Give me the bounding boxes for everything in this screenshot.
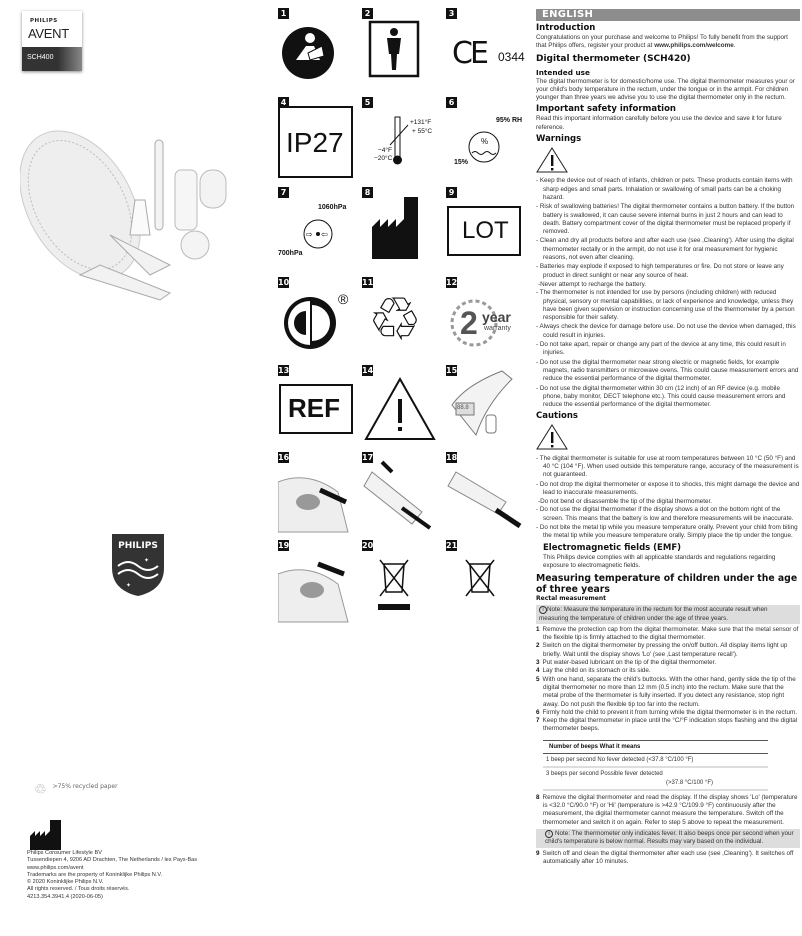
product-kit-image <box>20 115 250 315</box>
philips-avent-logo <box>22 11 82 71</box>
symbol-step-17 <box>362 452 444 536</box>
steps-list-3 <box>536 850 800 867</box>
heading-emf: Electromagnetic fields (EMF) <box>543 542 682 553</box>
table-row <box>543 754 768 768</box>
table-cell-extra: (>37.8 °C/100 °F) <box>666 779 713 786</box>
warning-item: - Do not use the digital thermometer near strong electric or magnetic fields, for example magnets, radio transmitters or microwave ovens. This could cause measurement errors and reduce the essential performance of the digital thermometer. <box>536 359 800 384</box>
step-item <box>536 642 800 659</box>
humidity-low: 15% <box>454 159 469 166</box>
heading-intended-use: Intended use <box>536 67 590 77</box>
warranty-word: warranty <box>484 325 511 332</box>
warning-item: - Do not take apart, repair or change any part of the device at any time, this could result in injuries. <box>536 341 800 358</box>
step-text: Put water-based lubricant on the tip of the digital thermometer. <box>542 659 717 667</box>
footer-line: © 2020 Koninklijke Philips N.V. <box>27 879 104 886</box>
caution-item: - Do not bite the metal tip while you measure temperature orally. Prevent your child from biting the metal tip while you measure temperature orally. Simply place the tip under the tongue. <box>536 524 800 541</box>
symbol-type-bf <box>362 8 444 92</box>
warning-item: - The thermometer is not intended for use by persons (including children) with reduced physical, sensory or mental capabilities, or lack of experience and knowledge, unless they have been given supervision or instruction concerning use of the thermometer by a person responsible for their safety. <box>536 289 800 322</box>
heading-introduction: Introduction <box>536 23 596 33</box>
manufacturer-icon <box>30 820 62 850</box>
note-text: Note: Measure the temperature in the rectum for the most accurate result when measuring the temperature of children under the age of three years. <box>539 606 768 622</box>
registered-mark: ® <box>338 291 349 307</box>
step-item <box>536 794 800 827</box>
step-number: 3 <box>536 659 540 667</box>
warranty-year: year <box>482 309 511 325</box>
symbol-number: 2 <box>362 8 373 19</box>
emf-text: This Philips device complies with all applicable standards and regulations regarding exposure to electromagnetic fields. <box>543 553 776 569</box>
steps-list <box>536 626 800 734</box>
crossed-bin-icon <box>362 540 444 624</box>
step-item <box>536 717 800 734</box>
step-text: Firmly hold the child to prevent it from turning while the digital thermometer is in the rectum. <box>542 708 797 716</box>
table-cell: 1 beep per second No fever detected (<37.8 °C/100 °F) <box>543 754 768 768</box>
insert-battery-illustration <box>446 452 528 536</box>
step-item <box>536 659 800 667</box>
symbol-manufacturer <box>362 187 444 271</box>
crossed-bin-icon <box>446 540 528 624</box>
steps-list-2 <box>536 794 800 827</box>
intended-use-text: The digital thermometer is for domestic/home use. The digital thermometer measures your or your child's body temperature in the rectum, under the tongue or in the armpit. For children younger than three years we advise you to use the digital thermometer only in the rectum. <box>536 77 795 102</box>
step-text: Remove the digital thermometer and read the display. If the display shows 'Lo' (temperature is <32.0 °C/90.0 °F) or 'Hi' (temperature is >42.9 °C/109.9 °F) continuously after the measurement, the digital thermometer cannot measure the temperature. Switch off the thermometer and switch it on again. Refer to step 5 above to repeat the measurement. <box>542 793 798 826</box>
language-header: ENGLISH <box>536 9 800 21</box>
footer-line: 4213.354.3941.4 (2020-06-05) <box>27 893 103 900</box>
table-header: Number of beeps What it means <box>543 740 768 753</box>
logo-avent: AVENT <box>28 26 69 41</box>
warning-recharge: -Never attempt to recharge the battery. <box>538 280 647 288</box>
temp-high-f: +131°F <box>410 119 432 126</box>
info-icon: i <box>545 830 553 838</box>
intro-paragraph: Congratulations on your purchase and welcome to Philips! To fully benefit from the support that Philips offers, register your product at www.philips.com/welcome. <box>536 34 788 50</box>
symbol-lot <box>446 187 528 271</box>
step-number: 4 <box>536 667 540 675</box>
table-cell-text: 3 beeps per second Possible fever detected <box>546 771 663 778</box>
welcome-link[interactable]: www.philips.com/welcome <box>654 42 734 50</box>
thermometer-icon <box>362 97 444 181</box>
svg-text:⇦: ⇦ <box>321 230 328 239</box>
pressure-icon <box>278 187 360 271</box>
step-item <box>536 850 800 867</box>
step-text: With one hand, separate the child's buttocks. With the other hand, gently slide the tip of the digital thermometer no more than 12 mm (0.5 inch) into the rectum. Make sure that the metal probe of the thermometer is fully inserted. If you detect any resistance, stop right away. Do not push the flexible tip too far into the rectum. <box>542 675 796 708</box>
heading-safety: Important safety information <box>536 104 676 115</box>
symbol-number: 5 <box>362 97 373 108</box>
warning-item: - Always check the device for damage before use. Do not use the device when damaged, this could result in injuries. <box>536 323 800 340</box>
svg-text:✦: ✦ <box>126 582 132 589</box>
humidity-sign: % <box>481 137 489 146</box>
symbol-number: 3 <box>446 8 457 19</box>
heading-product: Digital thermometer (SCH420) <box>536 53 691 64</box>
footer-line: Philips Consumer Lifestyle BV <box>27 850 102 856</box>
step-number: 5 <box>536 675 540 683</box>
symbol-number: 10 <box>278 278 290 287</box>
symbol-number: 7 <box>278 187 289 198</box>
symbol-number: 18 <box>446 453 458 462</box>
caution-bend: -Do not bend or disassemble the tip of the digital thermometer. <box>538 498 712 506</box>
step-item <box>536 709 800 717</box>
symbol-number: 1 <box>278 8 289 19</box>
humidity-high: 95% RH <box>496 117 523 124</box>
symbol-recycle <box>362 277 444 361</box>
step-item <box>536 667 800 675</box>
battery-cover-illustration <box>362 452 444 536</box>
manual-text-column <box>536 9 800 866</box>
step-number: 2 <box>536 642 540 650</box>
warranty-number: 2 <box>460 305 478 341</box>
table-cell <box>543 767 768 790</box>
svg-text:PHILIPS: PHILIPS <box>118 541 158 551</box>
footer-line: Trademarks are the property of Koninklijke Philips N.V. <box>27 871 163 878</box>
note-box <box>536 829 800 848</box>
symbol-step-18 <box>446 452 528 536</box>
green-dot-icon <box>278 277 360 361</box>
temp-low-f: −4°F <box>378 147 392 154</box>
recycled-text: >75% recycled paper <box>52 783 118 790</box>
warning-item: - Batteries may explode if exposed to high temperatures or fire. Do not store or leave any product in direct sunlight or near any source of heat. <box>536 263 800 280</box>
symbol-number: 16 <box>278 453 290 462</box>
intro-text: Congratulations on your purchase and welcome to Philips! To fully benefit from the support that Philips offers, register your product at <box>536 34 788 50</box>
cautions-list-2 <box>536 506 800 540</box>
svg-text:✦: ✦ <box>144 557 150 564</box>
symbol-number: 6 <box>446 97 457 108</box>
factory-icon <box>362 187 444 271</box>
heading-warnings: Warnings <box>536 134 582 145</box>
step-text: Switch on the digital thermometer by pressing the on/off button. All display items light up briefly. Wait until the display shows 'Lo' (see ‚Last temperature recall'). <box>542 642 788 658</box>
ce-icon: CE <box>452 36 486 71</box>
symbol-weee <box>446 540 528 624</box>
caution-item: - Do not drop the digital thermometer or expose it to shocks, this might damage the device and lead to inaccurate measurements. <box>536 481 800 498</box>
symbol-number: 15 <box>446 366 458 375</box>
symbol-pressure-limit <box>278 187 360 271</box>
symbol-number: 20 <box>362 541 374 550</box>
display-readout: 88.8 <box>457 405 469 411</box>
symbol-warranty <box>446 277 528 361</box>
step-number: 7 <box>536 717 540 725</box>
symbol-number: 13 <box>278 366 290 375</box>
type-bf-applied-part-icon <box>362 8 444 92</box>
ref-label: REF <box>288 393 340 423</box>
caution-item: - Do not use the digital thermometer if the display shows a dot on the bottom right of the screen. This means that the battery is low and therefore measurements will be inaccurate. <box>536 506 800 523</box>
symbol-step-16 <box>278 452 360 536</box>
symbol-number: 21 <box>446 541 458 550</box>
symbol-number: 4 <box>278 97 289 108</box>
manufacturer-address <box>27 850 197 901</box>
symbol-thermometer-display <box>446 365 528 449</box>
table-row <box>543 767 768 790</box>
warning-item: - Do not use the digital thermometer within 30 cm (12 inch) of an RF device (e.g. mobile phone, baby monitor, DECT telephone etc.). This could cause measurement errors and reduce the essential performance of the digital thermometer. <box>536 385 800 410</box>
caution-item: - The digital thermometer is suitable for use at room temperatures between 10 °C (50 °F) and 40 °C (104 °F). When used outside this temperature range, accuracy of the measurement is not guaranteed. <box>536 455 800 480</box>
read-manual-icon <box>278 8 360 92</box>
step-text: Switch off and clean the digital thermometer after each use (see ‚Cleaning'). It switches off automatically after 10 minutes. <box>542 849 794 865</box>
symbol-ip27 <box>278 97 360 181</box>
symbol-ce-mark <box>446 8 528 92</box>
heading-cautions: Cautions <box>536 411 578 422</box>
step-number: 6 <box>536 708 540 716</box>
step-text: Keep the digital thermometer in place until the °C/°F indication stops flashing and the digital thermometer beeps. <box>542 717 798 733</box>
heading-measuring: Measuring temperature of children under the age of three years <box>536 573 798 596</box>
info-icon: i <box>539 606 547 614</box>
step-number: 8 <box>536 793 540 801</box>
logo-philips: PHILIPS <box>30 18 58 24</box>
recycle-icon: ♲ <box>34 782 47 798</box>
warning-item: - Risk of swallowing batteries! The digital thermometer contains a button battery. If the button battery is swallowed, it can cause severe internal burns in just 2 hours and can lead to death. Battery compartment cover of the digital thermometer must be replaced properly if removed. <box>536 203 800 236</box>
philips-shield-logo <box>110 532 166 598</box>
beeps-table <box>543 740 768 791</box>
remove-cap-illustration <box>278 452 360 536</box>
recycled-paper-note <box>34 783 118 797</box>
symbol-green-dot <box>278 277 360 361</box>
symbol-number: 8 <box>362 187 373 198</box>
warning-triangle-icon <box>536 147 568 173</box>
step-item <box>536 626 800 643</box>
pressure-high: 1060hPa <box>318 204 347 211</box>
warning-triangle-icon <box>362 365 444 449</box>
warnings-list <box>536 177 800 280</box>
symbol-weee-battery <box>362 540 444 624</box>
caution-triangle-icon <box>536 424 568 450</box>
pressure-low: 700hPa <box>278 250 303 257</box>
recycle-icon: ♲ <box>368 286 422 353</box>
symbol-number: 14 <box>362 366 374 375</box>
symbol-humidity-limit <box>446 97 528 181</box>
note-text: Note: The thermometer only indicates fever. It also beeps once per second when your child's temperature is below normal. Results may vary based on the individual. <box>545 830 794 846</box>
warning-item: - Keep the device out of reach of infants, children or pets. These products contain items with sharp edges and small parts. Inhalation or swallowing of small parts can be a choking hazard. <box>536 177 800 202</box>
symbol-number: 12 <box>446 278 458 287</box>
model-number: SCH400 <box>27 54 54 61</box>
cautions-list <box>536 455 800 497</box>
warnings-list-2 <box>536 289 800 409</box>
symbol-number: 17 <box>362 453 374 462</box>
ip-rating: IP27 <box>286 127 344 158</box>
symbol-step-19 <box>278 540 360 624</box>
symbol-number: 11 <box>362 278 374 287</box>
step-text: Remove the protection cap from the digital thermometer. Make sure that the metal sensor of the flexible tip is firmly attached to the digital thermometer. <box>542 625 799 642</box>
symbol-warning <box>362 365 444 449</box>
footer-line: Tussendiepen 4, 9206 AD Drachten, The Netherlands / les Pays-Bas <box>27 857 198 864</box>
note-box <box>536 605 800 624</box>
heading-rectal: Rectal measurement <box>536 595 607 603</box>
lot-label: LOT <box>462 217 509 244</box>
symbol-ref <box>278 365 360 449</box>
safety-text: Read this important information carefully before you use the device and save it for future reference. <box>536 115 782 131</box>
step-text: Lay the child on its stomach or its side. <box>542 667 651 675</box>
symbol-number: 19 <box>278 541 290 550</box>
symbol-read-manual <box>278 8 360 92</box>
step-item <box>536 676 800 709</box>
svg-text:⇨: ⇨ <box>306 230 313 239</box>
footer-link[interactable]: www.philips.com/avent <box>27 864 84 871</box>
model-band <box>22 47 82 71</box>
footer-line: All rights reserved. / Tous droits réservés. <box>27 886 130 893</box>
notified-body-number: 0344 <box>498 50 525 64</box>
temp-low-c: −20°C <box>374 155 393 162</box>
step-number: 1 <box>536 625 540 633</box>
step-number: 9 <box>536 849 540 857</box>
warning-item: - Clean and dry all products before and after each use (see ‚Cleaning'). After using the digital thermometer rectally or in the armpit, do not use it for oral measurement for hygienic reasons, not even after cleaning. <box>536 237 800 262</box>
replace-cap-illustration <box>278 540 360 624</box>
symbol-number: 9 <box>446 187 457 198</box>
symbol-temperature-limit <box>362 97 444 181</box>
temp-high-c: + 55°C <box>412 128 433 135</box>
